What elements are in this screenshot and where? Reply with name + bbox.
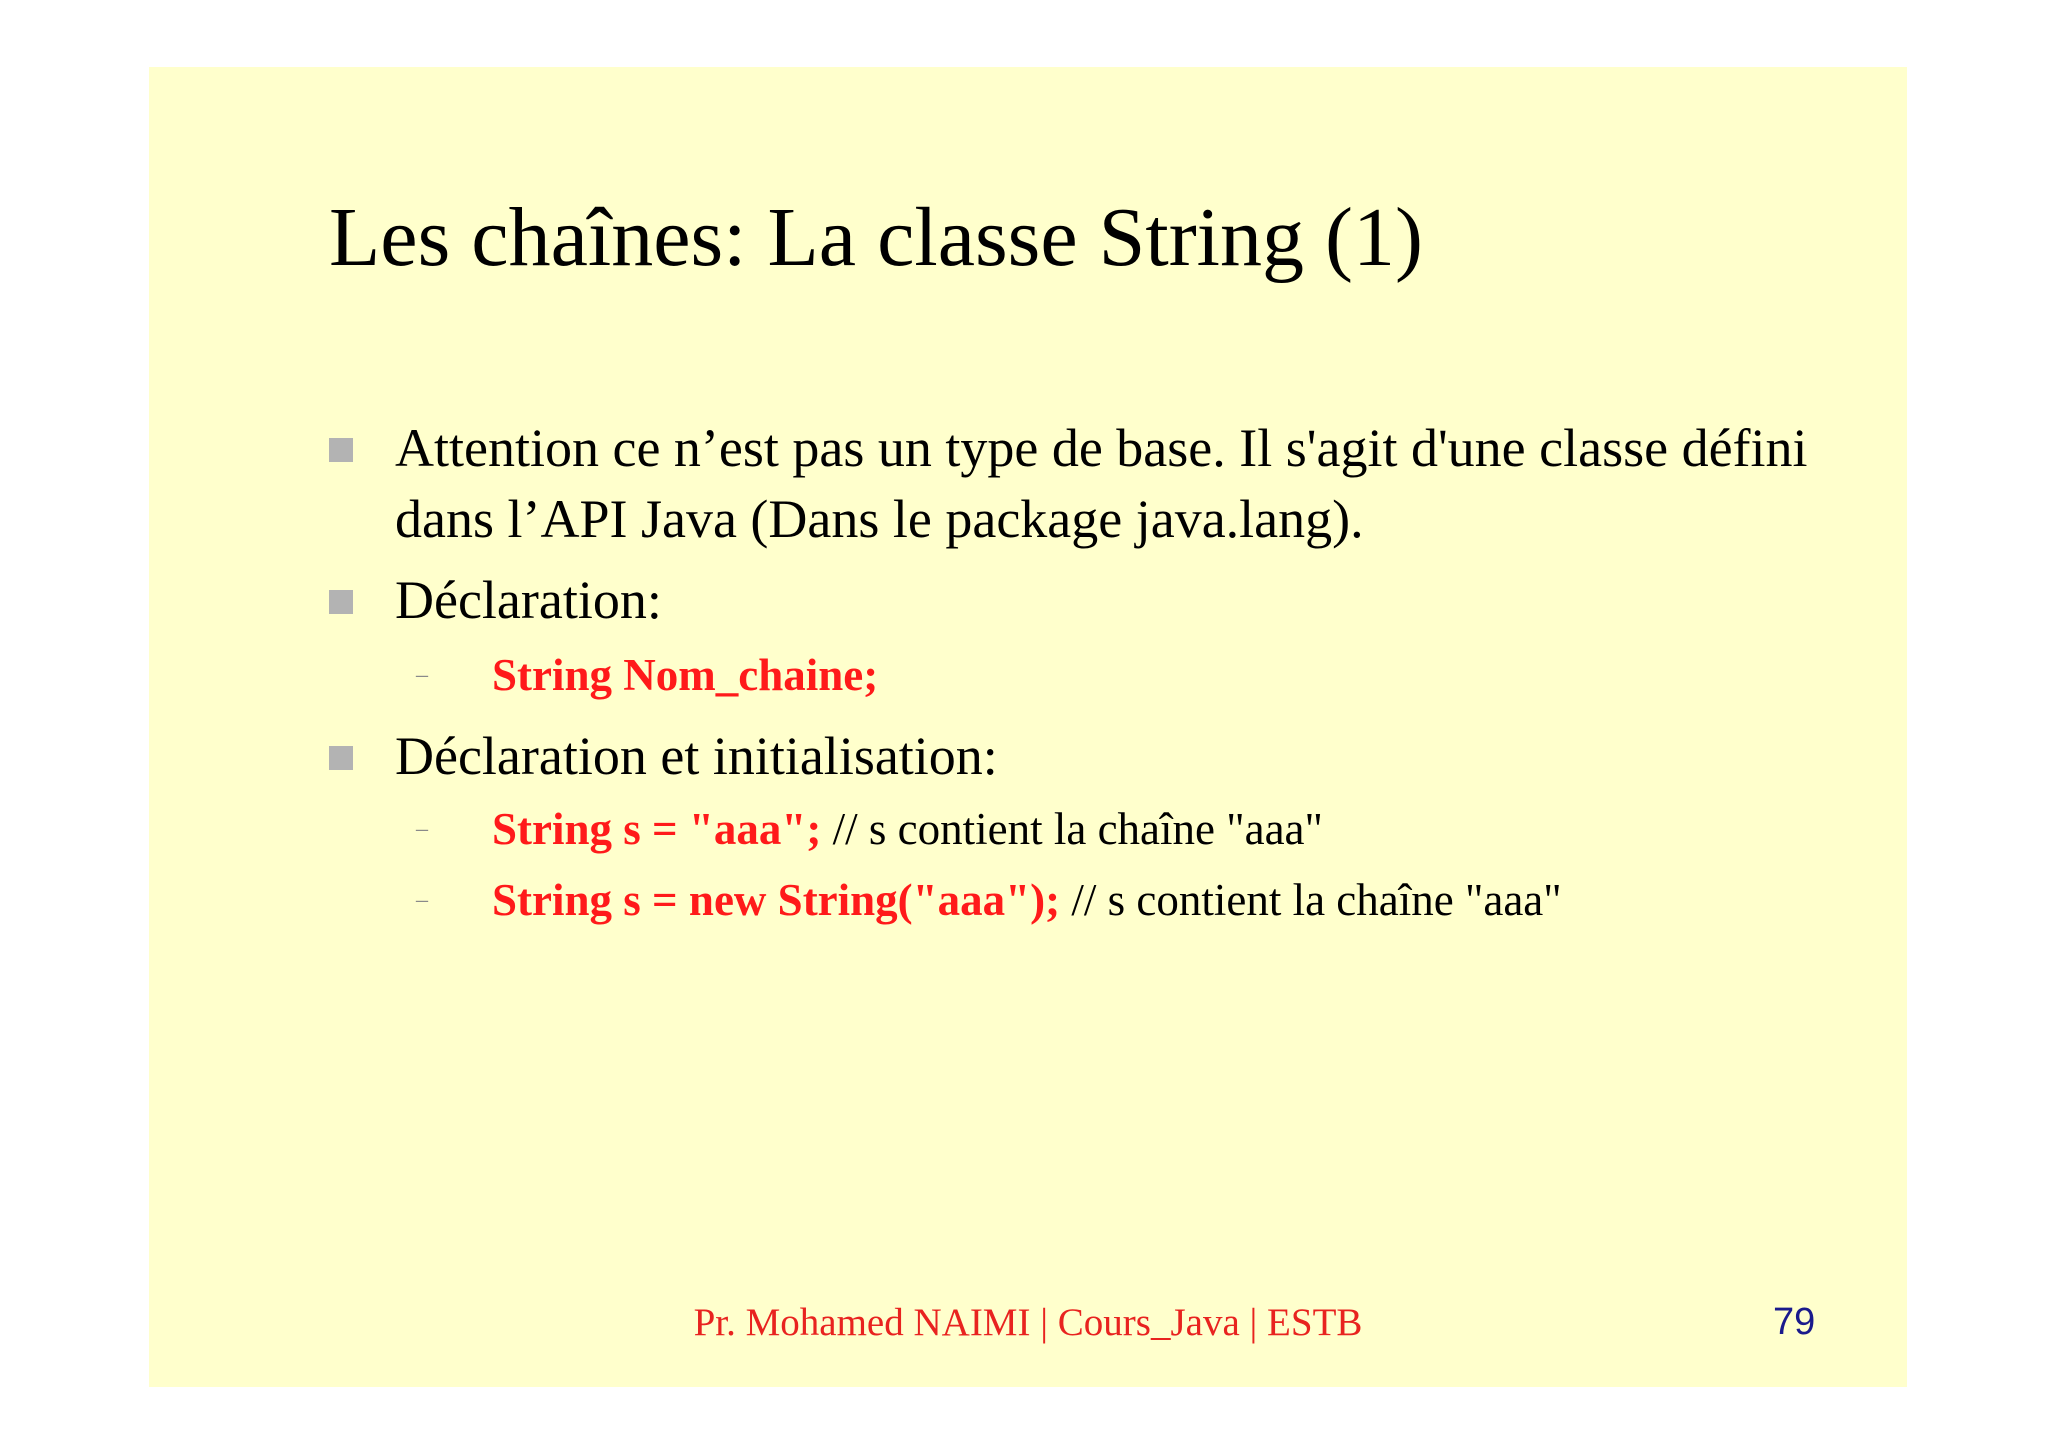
dash-bullet-icon: – [416, 816, 428, 842]
square-bullet-icon [329, 590, 353, 614]
page-number: 79 [1773, 1301, 1816, 1343]
dash-bullet-icon: – [416, 887, 428, 913]
dash-bullet-icon: – [416, 662, 428, 688]
slide-title: Les chaînes: La classe String (1) [329, 191, 1423, 284]
bullet-text: Déclaration et initialisation: [395, 726, 998, 786]
code-comment: // s contient la chaîne "aaa" [821, 804, 1323, 854]
slide [149, 67, 1907, 1387]
code-snippet: String Nom_chaine; [492, 650, 879, 700]
square-bullet-icon [329, 438, 353, 462]
sub-item-text [492, 645, 878, 705]
bullet-text: Attention ce n’est pas un type de base. Il s'agit d'une classe défini dans l’API Java (Dans le package java.lang). [395, 418, 1808, 549]
code-snippet: String s = new String("aaa"); [492, 875, 1061, 925]
slide-footer: Pr. Mohamed NAIMI | Cours_Java | ESTB [693, 1301, 1363, 1344]
bullet-text: Déclaration: [395, 570, 662, 630]
code-comment: // s contient la chaîne "aaa" [1060, 875, 1562, 925]
sub-item-text [492, 870, 1562, 930]
sub-item-text [492, 799, 1323, 859]
square-bullet-icon [329, 746, 353, 770]
code-snippet: String s = "aaa"; [492, 804, 822, 854]
